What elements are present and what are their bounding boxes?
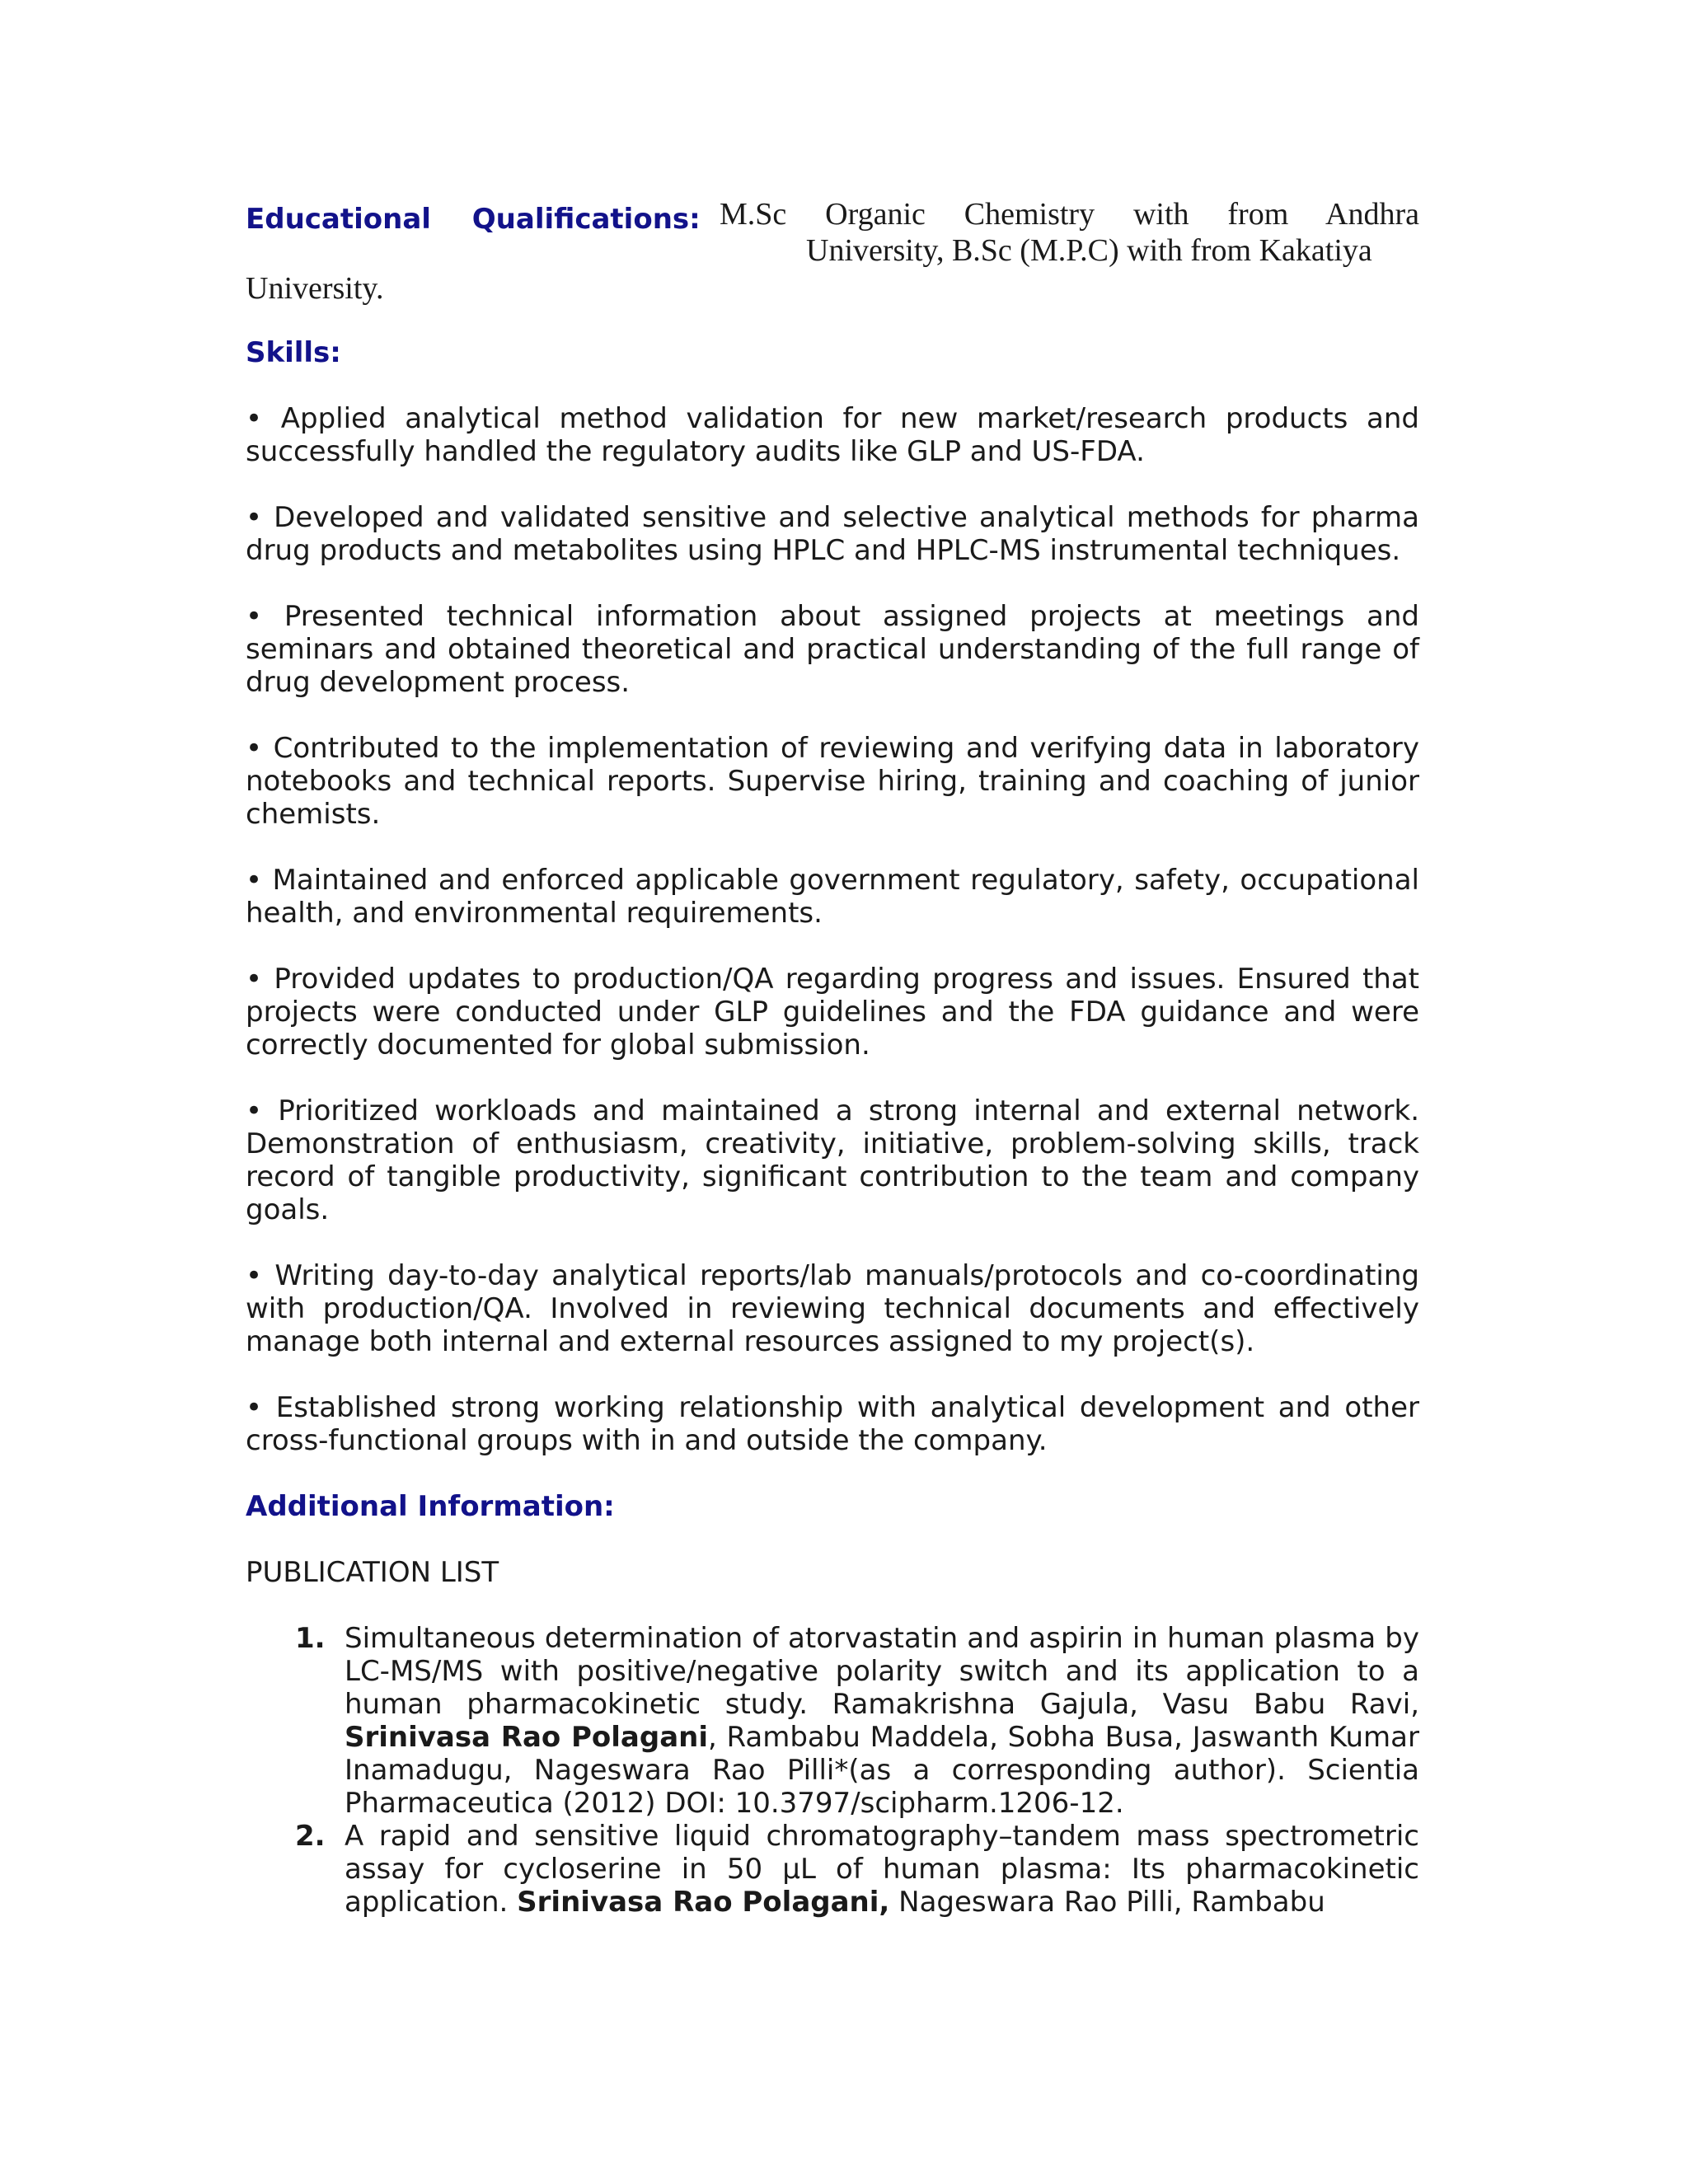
additional-information-heading: Additional Information: — [246, 1490, 615, 1523]
publication-text: Simultaneous determination of atorvastatin and aspirin in human plasma by LC-MS/MS with positive/negative polarity switch and its application to a human pharmacokinetic study. Ramakrishna Gajula, Vasu Babu Ravi, — [345, 1622, 1419, 1721]
skill-item: • Prioritized workloads and maintained a strong internal and external network. Demonstration of enthusiasm, creativity, initiative, problem-solving skills, track record of tangible productivity, significant contribution to the team and company goals. — [246, 1094, 1419, 1226]
skill-item: • Presented technical information about assigned projects at meetings and seminars and obtained theoretical and practical understanding of the full range of drug development process. — [246, 600, 1419, 699]
skills-heading: Skills: — [246, 336, 341, 369]
document-body — [246, 198, 1419, 1919]
publication-list — [246, 1622, 1419, 1919]
publication-item — [246, 1622, 1419, 1820]
skill-item: • Provided updates to production/QA regarding progress and issues. Ensured that projects were conducted under GLP guidelines and the FDA guidance and were correctly documented for global submission. — [246, 963, 1419, 1062]
education-text-line-2: University, B.Sc (M.P.C) with from Kakatiya — [806, 233, 1372, 268]
publication-item — [246, 1820, 1419, 1919]
publication-number: 1. — [295, 1622, 326, 1655]
skill-item: • Writing day-to-day analytical reports/lab manuals/protocols and co-coordinating with production/QA. Involved in reviewing technical documents and effectively manage both internal and external resources assigned to my project(s). — [246, 1259, 1419, 1358]
publication-author-highlight: Srinivasa Rao Polagani, — [517, 1886, 890, 1919]
publication-number: 2. — [295, 1820, 326, 1853]
skill-item: • Developed and validated sensitive and selective analytical methods for pharma drug products and metabolites using HPLC and HPLC-MS instrumental techniques. — [246, 501, 1419, 567]
publication-text: Nageswara Rao Pilli, Rambabu — [889, 1886, 1325, 1919]
education-text-line-1: M.Sc Organic Chemistry with from Andhra — [720, 197, 1419, 232]
publication-text: , Rambabu Maddela, Sobha Busa, Jaswanth Kumar Inamadugu, Nageswara Rao Pilli*(as a corresponding author). Scientia Pharmaceutica (2012) DOI: 10.3797/scipharm.1206-12. — [345, 1721, 1419, 1820]
skill-item: • Contributed to the implementation of reviewing and verifying data in laboratory notebooks and technical reports. Supervise hiring, training and coaching of junior chemists. — [246, 732, 1419, 831]
skill-item: • Applied analytical method validation for new market/research products and successfully handled the regulatory audits like GLP and US-FDA. — [246, 402, 1419, 468]
education-text-line-3: University. — [246, 271, 384, 306]
publication-text: A rapid and sensitive liquid chromatography–tandem mass spectrometric assay for cycloserine in 50 μL of human plasma: Its pharmacokinetic application. — [345, 1820, 1419, 1919]
publication-list-title: PUBLICATION LIST — [246, 1556, 499, 1589]
education-heading: Educational Qualifications: — [246, 203, 701, 236]
education-section — [246, 198, 1419, 305]
skill-item: • Maintained and enforced applicable government regulatory, safety, occupational health, and environmental requirements. — [246, 864, 1419, 930]
publication-author-highlight: Srinivasa Rao Polagani — [345, 1721, 708, 1754]
skill-item: • Established strong working relationship with analytical development and other cross-functional groups with in and outside the company. — [246, 1391, 1419, 1457]
